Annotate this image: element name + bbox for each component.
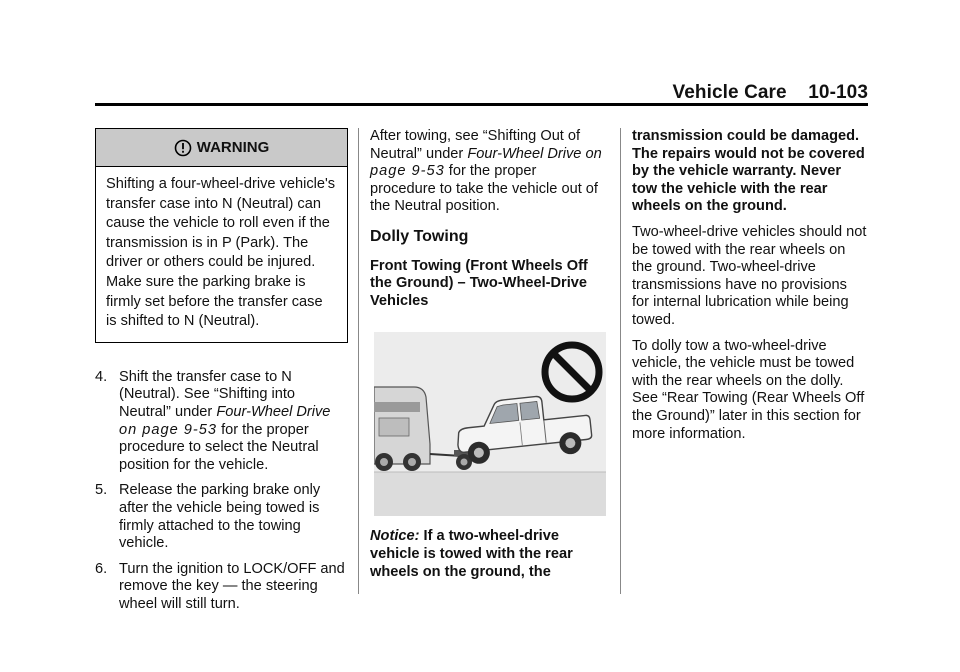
- step-number: 5.: [95, 482, 108, 499]
- column-3: [632, 128, 868, 451]
- prohibition-icon: [545, 345, 599, 399]
- step-text-end: for the proper procedure to select the Neutral position for the vehicle.: [119, 421, 319, 473]
- section-heading: Dolly Towing: [370, 227, 469, 245]
- step-text: Release the parking brake only after the vehicle being towed is firmly attached to the towing vehicle.: [119, 482, 321, 552]
- column-divider: [358, 128, 359, 594]
- warning-header: [96, 129, 347, 167]
- notice-paragraph: [370, 528, 606, 581]
- steps-list: [95, 369, 348, 614]
- warning-body: Shifting a four-wheel-drive vehicle's transfer case into N (Neutral) can cause the vehicle to roll even if the transmission is in P (Park). The driver or others could be injured. Make sure the parking brake is firmly set before the transfer case is shifted to N (Neutral).: [106, 176, 336, 330]
- list-item: [95, 369, 348, 475]
- step-text: Turn the ignition to LOCK/OFF and remove the key — the steering wheel will still turn.: [119, 560, 345, 612]
- header-title: [673, 82, 869, 104]
- intro-text: After towing, see “Shifting Out of Neutral” under: [370, 128, 581, 162]
- column-1: [95, 128, 348, 621]
- list-item: [95, 482, 348, 552]
- paragraph: To dolly tow a two-wheel-drive vehicle, the vehicle must be towed with the rear wheels on the dolly. See “Rear Towing (Rear Wheels Off the Ground)” later in this section for more information.: [632, 337, 865, 442]
- intro-text-end: for the proper procedure to take the vehicle out of the Neutral position.: [370, 163, 598, 215]
- list-item: [95, 561, 348, 614]
- step-number: 4.: [95, 368, 108, 385]
- step-text: Shift the transfer case to N (Neutral). See “Shifting into Neutral” under: [119, 368, 296, 420]
- paragraph: Two-wheel-drive vehicles should not be towed with the rear wheels on the ground. Two-wheel-drive transmissions have no provisions for internal lubrication while being towed.: [632, 223, 867, 328]
- warning-icon: [174, 139, 192, 157]
- notice-continuation: transmission could be damaged. The repairs would not be covered by the vehicle warranty. Never tow the vehicle with the rear wheels on the ground.: [632, 128, 865, 215]
- header-rule: [95, 103, 868, 106]
- section-title: Vehicle Care: [672, 82, 787, 103]
- towing-illustration: [374, 332, 606, 516]
- column-divider: [620, 128, 621, 594]
- intro-ref: Four-Wheel Drive on: [467, 145, 602, 162]
- step-number: 6.: [95, 560, 108, 577]
- warning-title: WARNING: [196, 138, 270, 156]
- warning-box: [95, 128, 348, 343]
- notice-label: Notice:: [370, 528, 420, 545]
- dolly-tow-illustration: [374, 332, 606, 516]
- subsection-heading: Front Towing (Front Wheels Off the Ground) – Two-Wheel-Drive Vehicles: [370, 257, 588, 309]
- page-link[interactable]: page 9-53: [370, 163, 445, 180]
- column-2: [370, 128, 606, 589]
- page-link[interactable]: on page 9-53: [119, 421, 218, 438]
- page-number: 10-103: [808, 82, 868, 103]
- notice-text: If a two-wheel-drive vehicle is towed with the rear wheels on the ground, the: [370, 528, 573, 580]
- intro-paragraph: [370, 128, 606, 216]
- step-ref: Four-Wheel Drive: [216, 403, 331, 420]
